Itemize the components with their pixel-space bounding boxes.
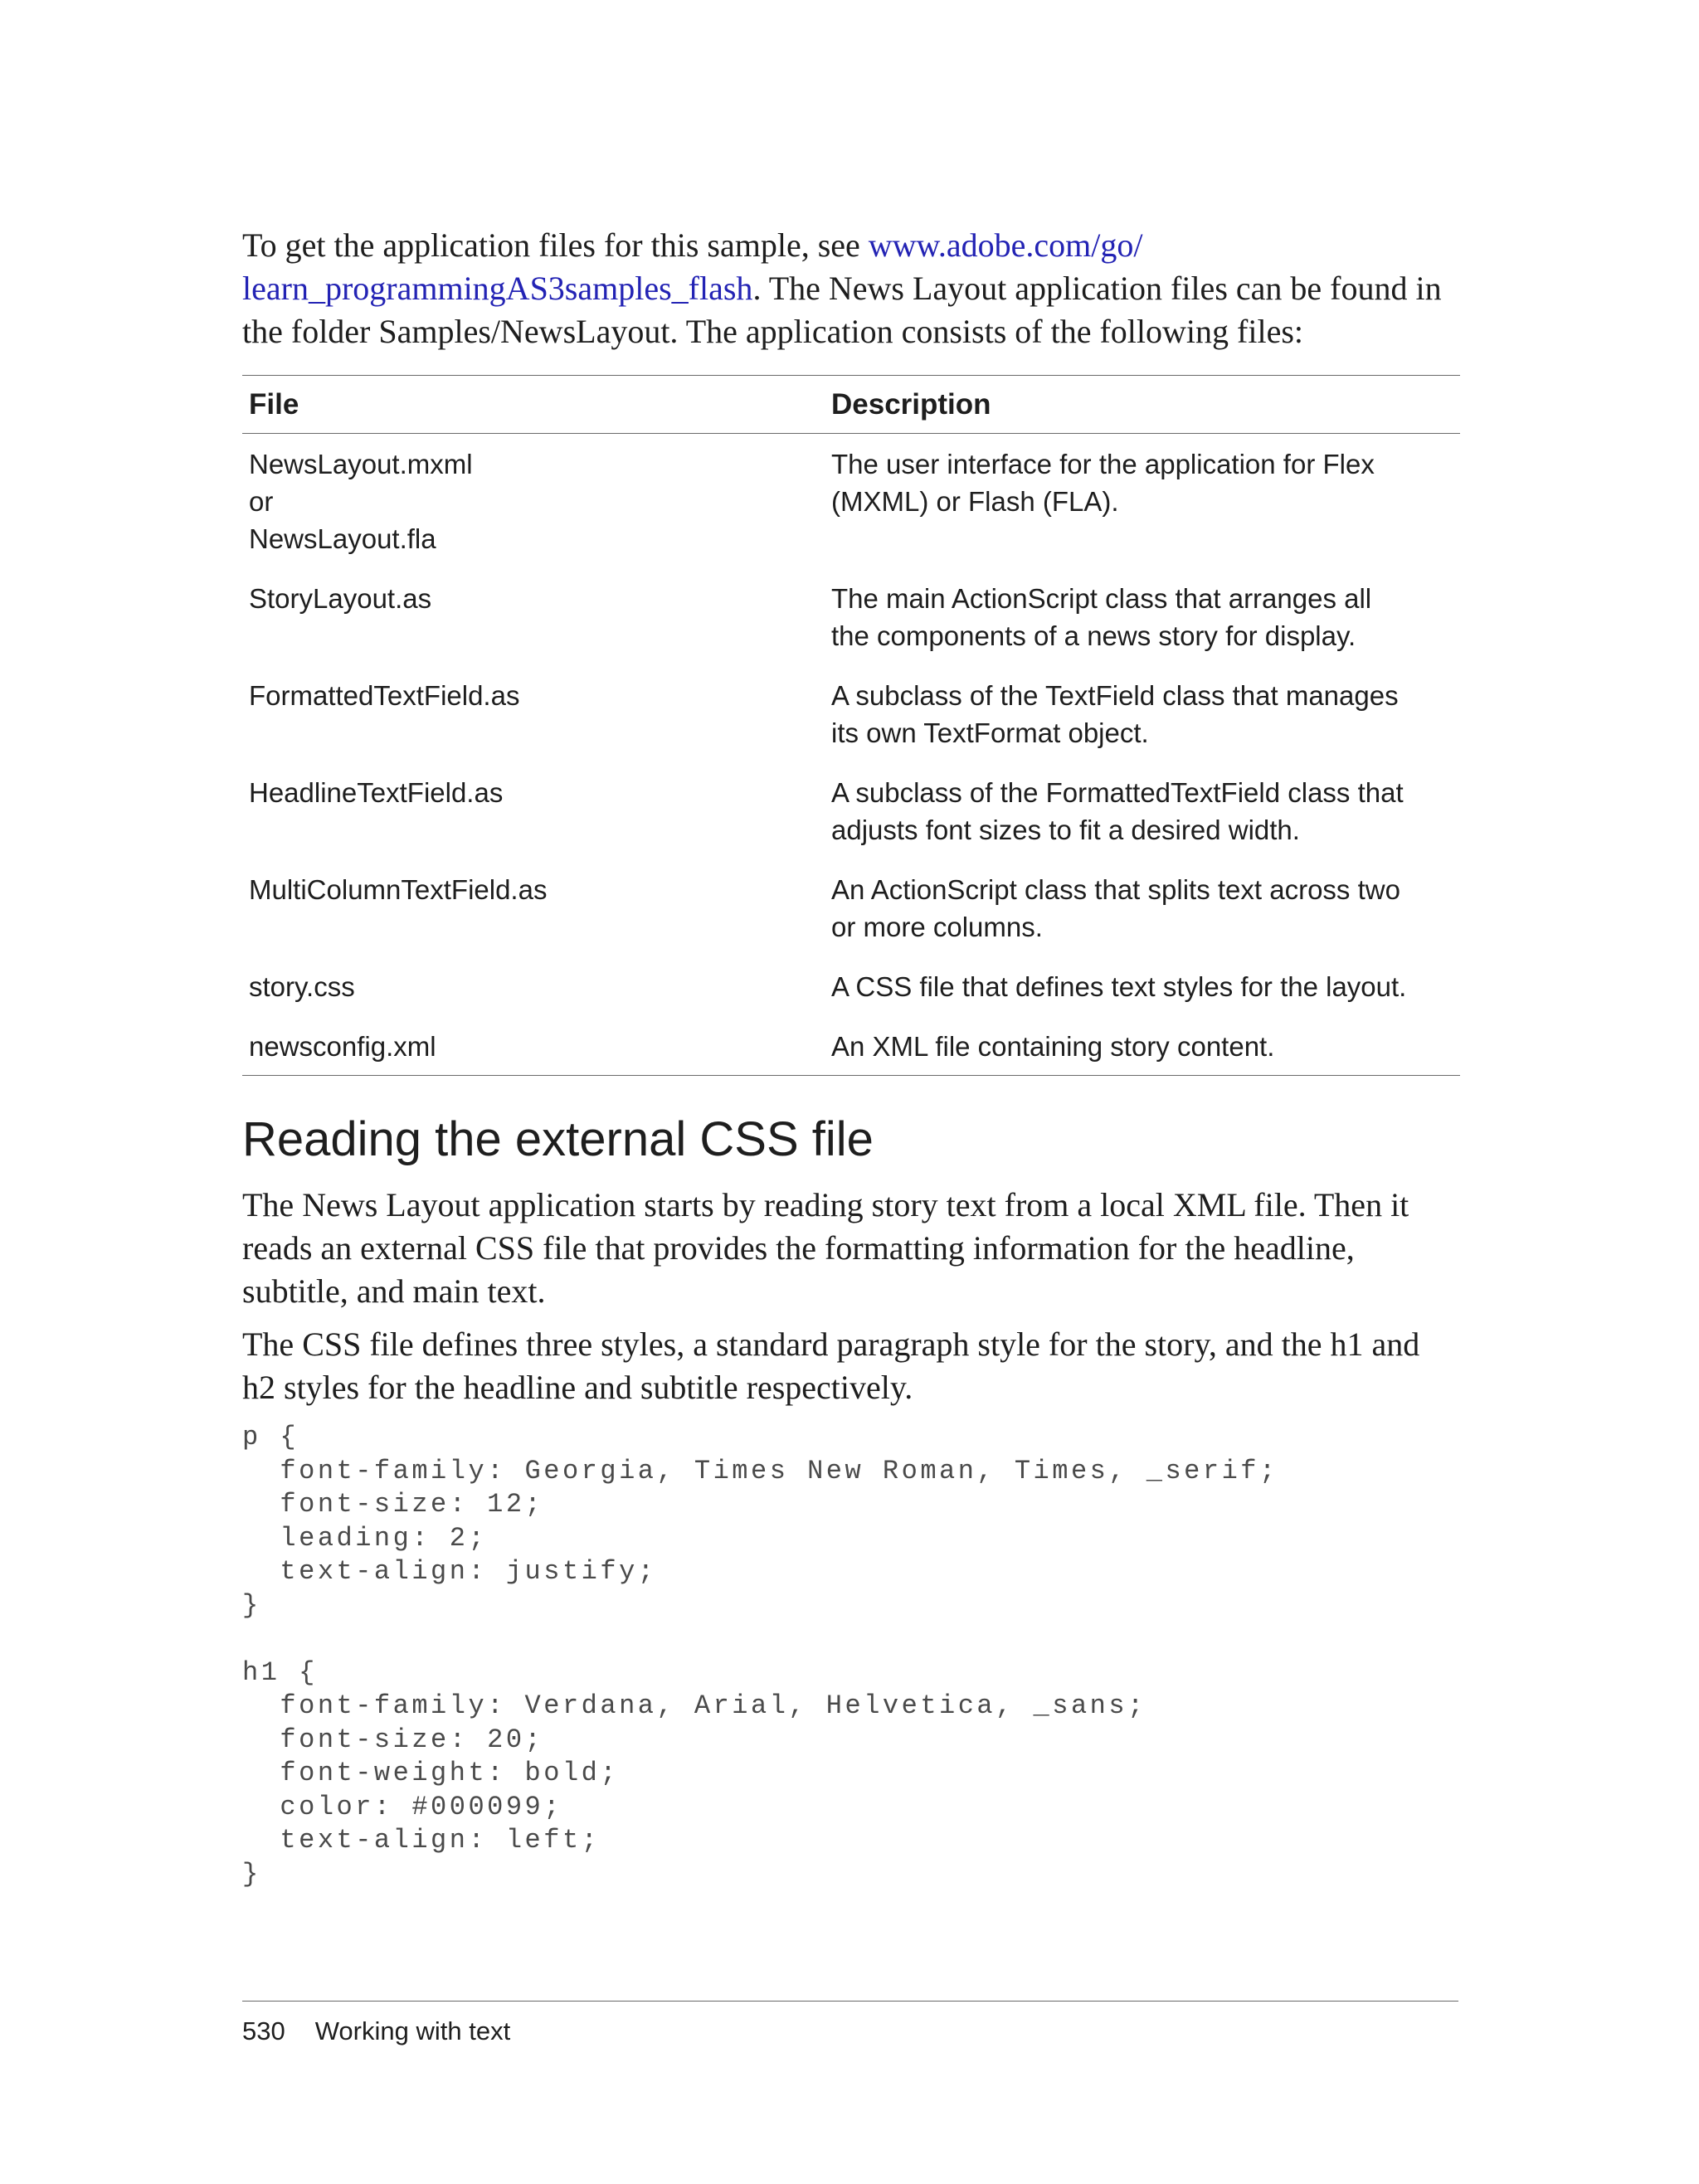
file-description-line: An XML file containing story content. [831,1031,1275,1062]
file-description-line: its own TextFormat object. [831,717,1149,748]
file-description-line: The main ActionScript class that arranges all [831,583,1372,614]
css-code-block: p { font-family: Georgia, Times New Roman, Times, _serif; font-size: 12; leading: 2; text-align: justify; } h1 { font-family: Verdana, Arial, Helvetica, _sans; font-size: 20; font-weight: bold; color: #000099; text-align: left; } [242,1422,1278,1890]
files-table [242,375,1460,1076]
intro-suffix: . The News Layout application files can be found in the folder Samples/NewsLayout. The application consists of the following files: [242,270,1442,350]
file-name-cell [242,767,825,864]
table-row [242,1021,1460,1076]
file-description-line: the components of a news story for display. [831,620,1356,651]
table-row [242,670,1460,767]
file-description-cell [825,961,1460,1021]
file-name-cell [242,573,825,670]
file-name-line: story.css [249,971,355,1002]
table-row [242,961,1460,1021]
file-description-cell [825,864,1460,961]
section-paragraph-2: The CSS file defines three styles, a standard paragraph style for the story, and the h1 and h2 styles for the headline and subtitle respectively. [242,1325,1420,1406]
file-description-cell [825,767,1460,864]
file-description-line: A CSS file that defines text styles for the layout. [831,971,1407,1002]
file-name-line: or [249,486,274,517]
file-name-line: MultiColumnTextField.as [249,874,548,905]
page-footer [242,2001,1458,2048]
file-description-line: or more columns. [831,912,1043,942]
file-name-cell [242,434,825,574]
page-content [242,224,1460,1891]
file-description-cell [825,573,1460,670]
intro-text [242,224,1460,353]
file-name-cell [242,670,825,767]
file-name-line: NewsLayout.mxml [249,449,473,479]
table-row [242,864,1460,961]
table-row [242,573,1460,670]
file-description-line: A subclass of the TextField class that manages [831,680,1399,711]
file-name-line: NewsLayout.fla [249,523,436,554]
file-description-cell [825,670,1460,767]
table-row [242,434,1460,574]
column-header-file: File [242,376,825,434]
file-description-cell [825,434,1460,574]
file-description-line: A subclass of the FormattedTextField class that [831,777,1404,808]
file-name-line: HeadlineTextField.as [249,777,504,808]
file-description-cell [825,1021,1460,1076]
file-description-line: The user interface for the application for Flex [831,449,1375,479]
file-description-line: adjusts font sizes to fit a desired width. [831,815,1300,845]
intro-paragraph [242,224,1460,353]
table-row [242,767,1460,864]
file-name-line: FormattedTextField.as [249,680,520,711]
file-description-line: An ActionScript class that splits text across two [831,874,1400,905]
samples-link-part1[interactable]: www.adobe.com/go/ [868,226,1143,264]
file-name-line: newsconfig.xml [249,1031,436,1062]
section-heading: Reading the external CSS file [242,1112,874,1166]
section-body [242,1184,1460,1409]
page-number: 530 [242,2016,285,2045]
file-name-cell [242,864,825,961]
section-paragraph-1: The News Layout application starts by reading story text from a local XML file. Then it reads an external CSS file that provides the formatting information for the headline, subtitle, and main text. [242,1186,1409,1310]
file-name-line: StoryLayout.as [249,583,432,614]
file-name-cell [242,961,825,1021]
files-table-body [242,434,1460,1076]
samples-link-part2[interactable]: learn_programmingAS3samples_flash [242,270,753,307]
intro-prefix: To get the application files for this sample, see [242,226,869,264]
chapter-title: Working with text [314,2016,511,2045]
column-header-description: Description [825,376,1460,434]
table-header-row [242,376,1460,434]
file-name-cell [242,1021,825,1076]
file-description-line: (MXML) or Flash (FLA). [831,486,1119,517]
